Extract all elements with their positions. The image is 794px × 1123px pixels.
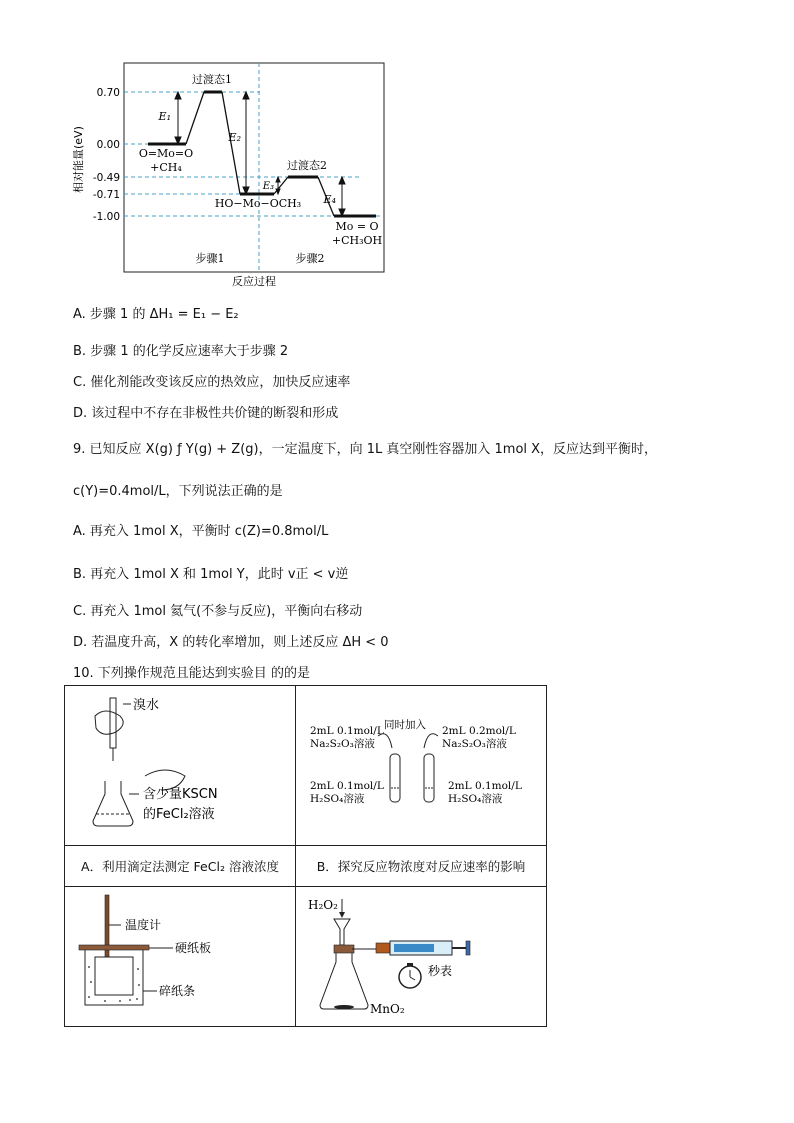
thermometer-label: 温度计 [125, 918, 162, 932]
caption-b: B．探究反应物浓度对反应速率的影响 [296, 846, 547, 887]
energy-diagram [60, 55, 400, 290]
q8-option-b: B. 步骤 1 的化学反应速率大于步骤 2 [73, 344, 289, 359]
stopwatch-label: 秒表 [428, 964, 453, 978]
b-left-top-1: 2mL 0.1mol/L [310, 725, 384, 737]
b-right-top-1: 2mL 0.2mol/L [442, 725, 516, 737]
e2-label: E₂ [228, 131, 241, 144]
q8-option-c: C. 催化剂能改变该反应的热效应，加快反应速率 [73, 375, 351, 390]
y-tick-neg-0-71: -0.71 [92, 189, 120, 201]
q9-stem-line1: 9. 已知反应 X(g) ƒ Y(g) + Z(g)，一定温度下，向 1L 真空刚性容器加入 1mol X，反应达到平衡时， [73, 442, 658, 457]
x-axis-label: 反应过程 [232, 275, 276, 288]
q8-option-a: A. 步骤 1 的 ΔH₁ = E₁ − E₂ [73, 307, 239, 322]
mno2-label: MnO₂ [370, 1002, 405, 1016]
y-tick-0-70: 0.70 [96, 87, 120, 99]
e3-label: E₃ [262, 181, 274, 192]
y-axis-label: 相对能量(eV) [72, 126, 85, 193]
e1-label: E₁ [158, 110, 171, 123]
bromine-water-label: 溴水 [133, 698, 160, 713]
b-right-bottom-1: 2mL 0.1mol/L [448, 780, 522, 792]
step1-label: 步骤1 [195, 252, 225, 265]
y-tick-neg-0-49: -0.49 [92, 172, 120, 184]
q8-option-d: D. 该过程中不存在非极性共价键的断裂和形成 [73, 406, 339, 421]
q9-option-b: B. 再充入 1mol X 和 1mol Y，此时 v正 < v逆 [73, 567, 349, 582]
caption-a: A．利用滴定法测定 FeCl₂ 溶液浓度 [65, 846, 296, 887]
y-tick-0-00: 0.00 [96, 139, 120, 151]
q9-option-a: A. 再充入 1mol X，平衡时 c(Z)=0.8mol/L [73, 524, 329, 539]
ts2-label: 过渡态2 [287, 159, 327, 172]
b-right-top-2: Na₂S₂O₃溶液 [442, 738, 507, 750]
q10-stem: 10. 下列操作规范且能达到实验目 的的是 [73, 666, 310, 681]
cell-b-figure [296, 686, 547, 846]
cardboard-label: 硬纸板 [175, 941, 212, 955]
cell-c-figure [65, 887, 296, 1027]
q9-option-c: C. 再充入 1mol 氦气(不参与反应)，平衡向右移动 [73, 604, 363, 619]
intermediate-label: HO−Mo−OCH₃ [214, 197, 302, 210]
b-left-bottom-1: 2mL 0.1mol/L [310, 780, 384, 792]
q9-stem-line2: c(Y)=0.4mol/L，下列说法正确的是 [73, 484, 283, 499]
q9-option-d: D. 若温度升高，X 的转化率增加，则上述反应 ΔH < 0 [73, 635, 389, 650]
h2o2-label: H₂O₂ [308, 898, 338, 912]
e4-label: E₄ [323, 193, 336, 206]
y-tick-neg-1-00: -1.00 [92, 211, 120, 223]
fecl2-label: 的FeCl₂溶液 [143, 807, 215, 822]
kscn-label: 含少量KSCN [143, 787, 218, 802]
experiment-table [64, 685, 547, 1027]
product-line1: Mo = O [335, 220, 379, 233]
b-left-top-2: Na₂S₂O₃溶液 [310, 738, 375, 750]
reactant-line1: O=Mo=O [138, 147, 194, 160]
b-middle: 同时加入 [384, 719, 426, 731]
cell-d-figure [296, 887, 547, 1027]
step2-label: 步骤2 [295, 252, 325, 265]
b-right-bottom-2: H₂SO₄溶液 [448, 793, 503, 805]
b-left-bottom-2: H₂SO₄溶液 [310, 793, 365, 805]
cell-a-figure [65, 686, 296, 846]
product-line2: +CH₃OH [331, 234, 383, 247]
reactant-line2: +CH₄ [150, 161, 182, 174]
paper-scraps-label: 碎纸条 [159, 984, 196, 998]
ts1-label: 过渡态1 [192, 73, 232, 86]
